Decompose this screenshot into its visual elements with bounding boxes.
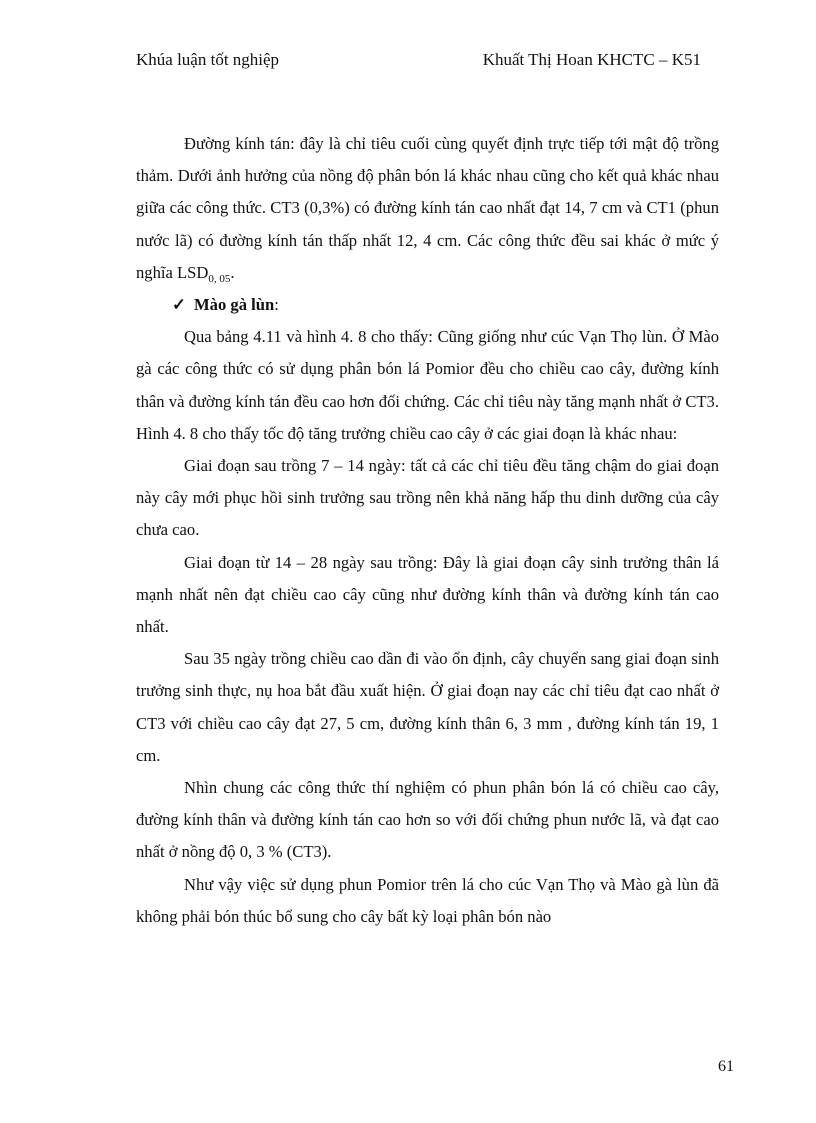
bullet-heading	[136, 289, 719, 321]
paragraph-stage-3: Sau 35 ngày trồng chiều cao dần đi vào ổn định, cây chuyển sang giai đoạn sinh trưởng sinh thực, nụ hoa bắt đầu xuất hiện. Ở giai đoạn nay các chỉ tiêu đạt cao nhất ở CT3 với chiều cao cây đạt 27, 5 cm, đường kính thân 6, 3 mm , đường kính tán 19, 1 cm.	[136, 649, 719, 765]
bullet-colon: :	[274, 295, 279, 315]
checkmark-icon: ✓	[172, 295, 186, 315]
page-body	[136, 128, 719, 933]
paragraph-stage-2: Giai đoạn từ 14 – 28 ngày sau trồng: Đây là giai đoạn cây sinh trưởng thân lá mạnh nhất nên đạt chiều cao cây cũng như đường kính thân và đường kính tán cao nhất.	[136, 552, 719, 637]
paragraph-stage-1: Giai đoạn sau trồng 7 – 14 ngày: tất cả các chỉ tiêu đều tăng chậm do giai đoạn này cây mới phục hồi sinh trưởng sau trồng nên khả năng hấp thu dinh dưỡng của cây chưa cao.	[136, 456, 719, 540]
paragraph-conclusion: Như vậy việc sử dụng phun Pomior trên lá cho cúc Vạn Thọ và Mào gà lùn đã không phải bón thúc bổ sung cho cây bất kỳ loại phân bón nào	[136, 874, 719, 926]
lsd-subscript: 0, 05	[208, 272, 231, 285]
page-number: 61	[718, 1058, 734, 1075]
paragraph-text: Đường kính tán: đây là chỉ tiêu cuối cùng quyết định trực tiếp tới mật độ trồng thảm. Dưới ảnh hưởng của nồng độ phân bón lá khác nhau cũng cho kết quả khác nhau giữa các công thức. CT3 (0,3%) có đường kính tán cao nhất đạt 14, 7 cm và CT1 (phun nước lã) có đường kính tán thấp nhất 12, 4 cm. Các công thức đều sai khác ở mức ý nghĩa LSD	[136, 134, 719, 282]
paragraph-intro: Qua bảng 4.11 và hình 4. 8 cho thấy: Cũng giống như cúc Vạn Thọ lùn. Ở Mào gà các công thức có sử dụng phân bón lá Pomior đều cho chiều cao cây, đường kính thân và đường kính tán đều cao hơn đối chứng. Các chỉ tiêu này tăng mạnh nhất ở CT3. Hình 4. 8 cho thấy tốc độ tăng trưởng chiều cao cây ở các giai đoạn là khác nhau:	[136, 327, 719, 443]
header-author: Khuất Thị Hoan KHCTC – K51	[482, 50, 701, 69]
paragraph-summary: Nhìn chung các công thức thí nghiệm có phun phân bón lá có chiều cao cây, đường kính thân và đường kính tán cao hơn so với đối chứng phun nước lã, và đạt cao nhất ở nồng độ 0, 3 % (CT3).	[136, 778, 719, 862]
bullet-label: Mào gà lùn	[194, 295, 275, 315]
paragraph-canopy-diameter	[136, 128, 719, 289]
header-thesis-title: Khúa luận tốt nghiệp	[136, 50, 280, 69]
paragraph-end: .	[230, 262, 235, 282]
page-header	[136, 50, 701, 72]
